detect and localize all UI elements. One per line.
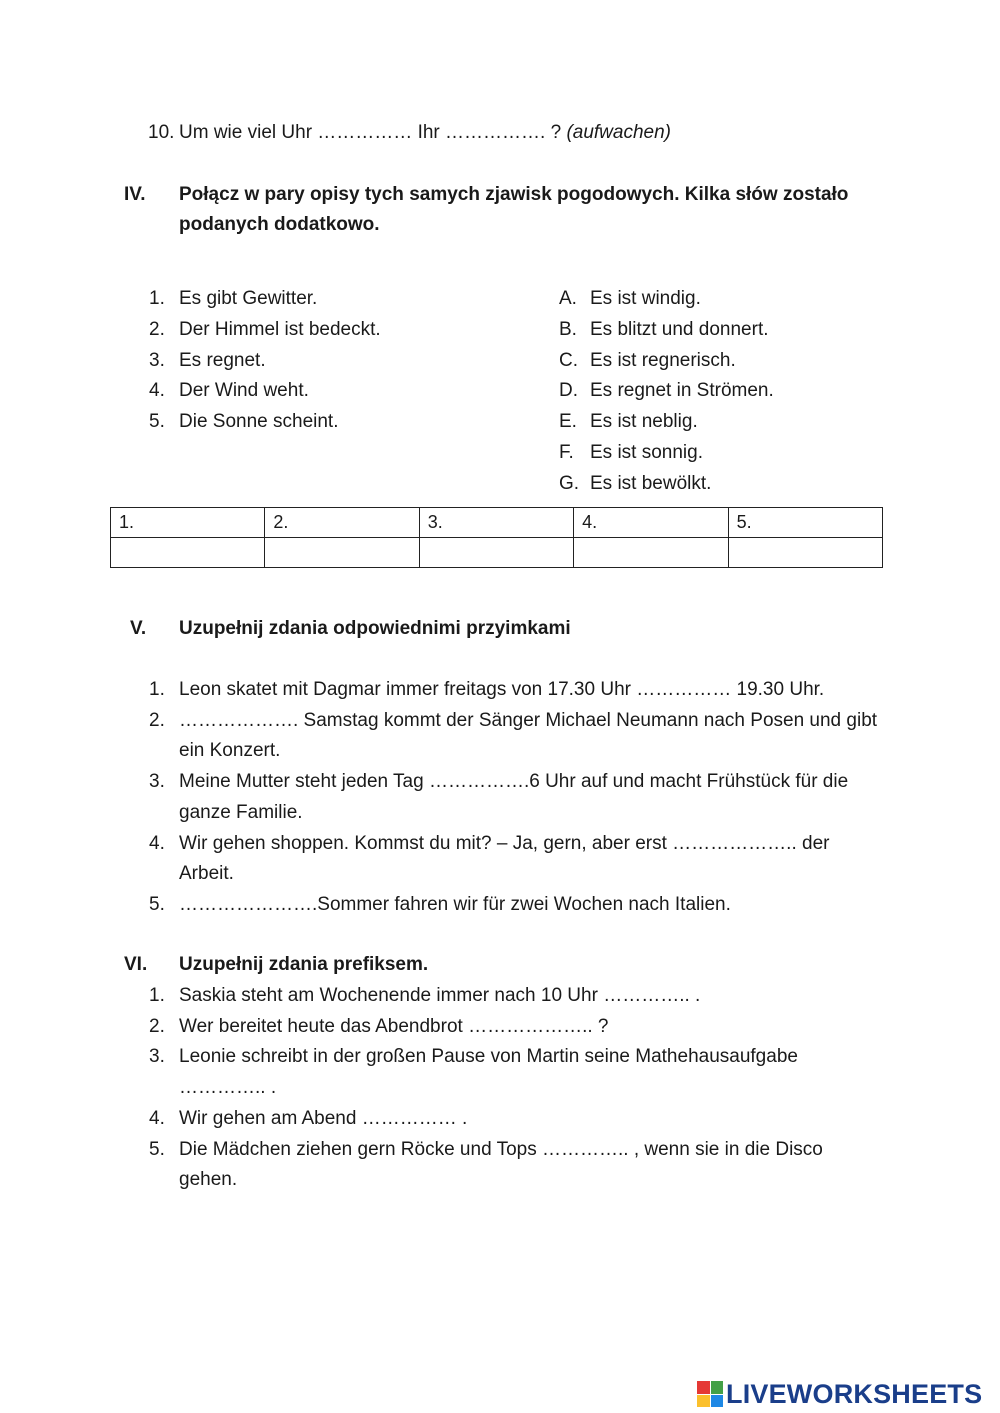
preposition-item-number: 5.	[149, 893, 165, 915]
matching-right-item-text: Es ist sonnig.	[590, 442, 703, 463]
preposition-item-text: ein Konzert.	[179, 740, 281, 762]
matching-left-item-text: Es gibt Gewitter.	[179, 288, 318, 309]
matching-right-item-number: F.	[559, 442, 574, 463]
answer-cell-label-4: 4.	[574, 508, 728, 538]
matching-right-item-number: E.	[559, 411, 577, 433]
section-6-numeral: VI.	[124, 954, 148, 975]
matching-right-item-text: Es ist neblig.	[590, 411, 698, 433]
answer-input-2[interactable]	[265, 538, 419, 568]
liveworksheets-logo-text: LIVEWORKSHEETS	[726, 1378, 983, 1409]
section-4-numeral: IV.	[124, 184, 146, 205]
answer-cell-label-5: 5.	[728, 508, 882, 538]
preposition-item-text: Arbeit.	[179, 863, 234, 885]
matching-left-item-number: 5.	[149, 411, 165, 433]
matching-right-item-text: Es regnet in Strömen.	[590, 380, 774, 402]
matching-left-item-text: Der Himmel ist bedeckt.	[179, 318, 381, 340]
matching-left-item-text: Der Wind weht.	[179, 380, 309, 402]
prefix-item-number: 3.	[149, 1046, 165, 1068]
answer-input-5[interactable]	[728, 538, 882, 568]
prefix-item-number: 4.	[149, 1107, 165, 1129]
liveworksheets-logo-icon	[697, 1381, 723, 1407]
matching-right-item-text: Es ist bewölkt.	[590, 472, 712, 494]
matching-left-item-number: 4.	[149, 380, 165, 402]
prefix-item-text: Wer bereitet heute das Abendbrot ……………….. ?	[179, 1015, 609, 1037]
matching-left-item-number: 3.	[149, 349, 165, 371]
matching-right-item-number: B.	[559, 318, 577, 340]
prefix-item-text: gehen.	[179, 1169, 238, 1191]
prefix-item-text: Die Mädchen ziehen gern Röcke und Tops ………….. , wenn sie in die Disco	[179, 1138, 823, 1160]
section-4-title-line2: podanych dodatkowo.	[179, 214, 380, 235]
preposition-item-text: ………………….Sommer fahren wir für zwei Wochen nach Italien.	[179, 893, 731, 915]
answer-table	[110, 507, 883, 568]
preposition-item-text: Wir gehen shoppen. Kommst du mit? – Ja, gern, aber erst ……………….. der	[179, 832, 830, 854]
prefix-item-number: 2.	[149, 1015, 165, 1037]
prefix-item-text: Leonie schreibt in der großen Pause von Martin seine Mathehausaufgabe	[179, 1046, 798, 1068]
matching-right-item-text: Es blitzt und donnert.	[590, 318, 769, 340]
preposition-item-number: 1.	[149, 679, 165, 700]
prefix-item-text: Saskia steht am Wochenende immer nach 10 Uhr ………….. .	[179, 985, 701, 1006]
matching-right-item-number: D.	[559, 380, 578, 402]
prefix-item-text: Wir gehen am Abend …………… .	[179, 1107, 468, 1129]
section-5-numeral: V.	[130, 618, 147, 639]
matching-left-item-number: 1.	[149, 288, 165, 309]
matching-right-item-number: C.	[559, 349, 578, 371]
preposition-item-text: ganze Familie.	[179, 801, 303, 823]
liveworksheets-logo	[697, 1379, 982, 1409]
preposition-item-text: ………………. Samstag kommt der Sänger Michael Neumann nach Posen und gibt	[179, 709, 878, 731]
answer-input-1[interactable]	[111, 538, 265, 568]
matching-right-item-text: Es ist windig.	[590, 288, 701, 309]
prefix-item-number: 5.	[149, 1138, 165, 1160]
matching-right-item-number: A.	[559, 288, 577, 309]
prefix-item-number: 1.	[149, 985, 165, 1006]
answer-input-3[interactable]	[419, 538, 573, 568]
section-4-title-line1: Połącz w pary opisy tych samych zjawisk pogodowych. Kilka słów zostało	[179, 184, 849, 205]
answer-cell-label-1: 1.	[111, 508, 265, 538]
item-10-text	[179, 121, 671, 145]
preposition-item-number: 2.	[149, 709, 165, 731]
answer-table-header-row	[111, 508, 883, 538]
preposition-item-text: Leon skatet mit Dagmar immer freitags von 17.30 Uhr …………… 19.30 Uhr.	[179, 679, 825, 700]
answer-input-4[interactable]	[574, 538, 728, 568]
section-6-title: Uzupełnij zdania prefiksem.	[179, 954, 429, 975]
item-10-sentence: Um wie viel Uhr …………… Ihr ……………. ?	[179, 122, 562, 143]
preposition-item-number: 4.	[149, 832, 165, 854]
matching-left-item-text: Es regnet.	[179, 349, 266, 371]
matching-left-item-text: Die Sonne scheint.	[179, 411, 339, 433]
preposition-item-text: Meine Mutter steht jeden Tag …………….6 Uhr auf und macht Frühstück für die	[179, 771, 849, 793]
answer-table-input-row	[111, 538, 883, 568]
prefix-item-text: ………….. .	[179, 1077, 277, 1099]
item-10-number: 10.	[148, 122, 175, 143]
section-5-title: Uzupełnij zdania odpowiednimi przyimkami	[179, 618, 571, 639]
item-10-hint: (aufwachen)	[566, 122, 671, 143]
matching-right-item-number: G.	[559, 472, 580, 494]
matching-left-item-number: 2.	[149, 318, 165, 340]
answer-cell-label-2: 2.	[265, 508, 419, 538]
answer-cell-label-3: 3.	[419, 508, 573, 538]
preposition-item-number: 3.	[149, 771, 165, 793]
matching-right-item-text: Es ist regnerisch.	[590, 349, 736, 371]
